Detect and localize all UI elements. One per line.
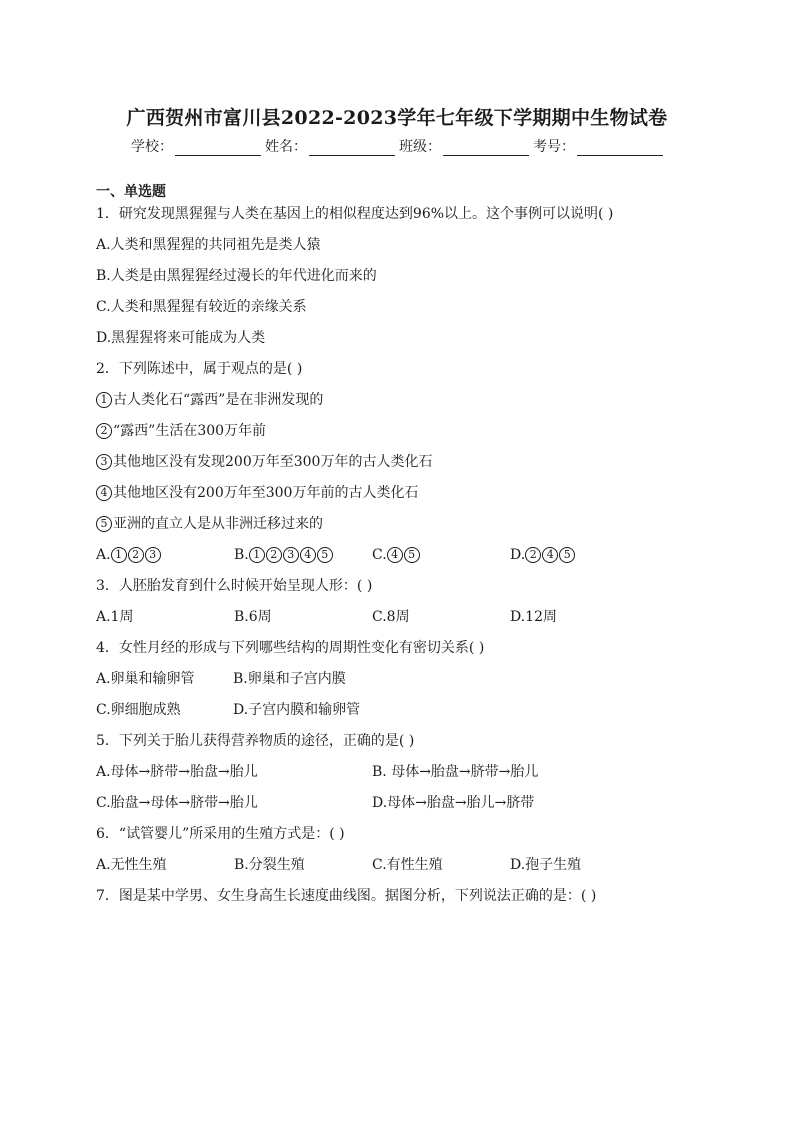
exam-number-field: 考号：: [533, 136, 663, 156]
question-6-stem: 6．“试管婴儿”所采用的生殖方式是：( ): [96, 826, 345, 842]
question-5-options-row-2: [96, 792, 706, 823]
school-field: 学校：: [131, 136, 261, 156]
question-6-option-d: D.孢子生殖: [510, 857, 582, 873]
student-info-row: [0, 136, 794, 156]
question-3-stem: 3．人胚胎发育到什么时候开始呈现人形：( ): [96, 578, 373, 594]
exam-number-blank[interactable]: [577, 141, 663, 156]
question-2-statement: 4 其他地区没有200万年至300万年前的古人类化石: [96, 482, 706, 513]
question-6-options: [96, 854, 706, 885]
question-1-option-c: C.人类和黑猩猩有较近的亲缘关系: [96, 299, 307, 315]
question-2-option-c: C. 4 5: [372, 544, 510, 575]
question-6-option-c: C.有性生殖: [372, 857, 443, 873]
question-2-statement: 5 亚洲的直立人是从非洲迁移过来的: [96, 513, 706, 544]
question-4-option-c: C.卵细胞成熟: [96, 702, 181, 718]
questions: [96, 203, 706, 916]
circled-number: 4: [96, 485, 112, 501]
question-4-options-row-2: [96, 699, 706, 730]
question-4-options-row-1: [96, 668, 706, 699]
circled-number: 3: [96, 454, 112, 470]
question-5-option-a: A.母体→脐带→胎盘→胎儿: [96, 764, 258, 780]
class-field: 班级：: [399, 136, 529, 156]
question-1-option-b: B.人类是由黑猩猩经过漫长的年代进化而来的: [96, 268, 377, 284]
question-5-option-c: C.胎盘→母体→脐带→胎儿: [96, 795, 258, 811]
circled-number: 1: [96, 392, 112, 408]
question-4-stem: 4．女性月经的形成与下列哪些结构的周期性变化有密切关系( ): [96, 640, 485, 656]
question-1-option-d: D.黑猩猩将来可能成为人类: [96, 330, 266, 346]
exam-title: 广西贺州市富川县2022-2023学年七年级下学期期中生物试卷: [126, 107, 668, 129]
question-5-options-row-1: [96, 761, 706, 792]
question-6-option-b: B.分裂生殖: [234, 857, 305, 873]
question-2-options: [96, 544, 706, 575]
question-3-options: [96, 606, 706, 637]
circled-number: 5: [96, 516, 112, 532]
question-2-option-d: D. 2 4 5: [510, 544, 648, 575]
school-blank[interactable]: [175, 141, 261, 156]
question-6-option-a: A.无性生殖: [96, 857, 167, 873]
class-blank[interactable]: [443, 141, 529, 156]
question-5-stem: 5．下列关于胎儿获得营养物质的途径，正确的是( ): [96, 733, 415, 749]
question-2-statement: 1 古人类化石“露西”是在非洲发现的: [96, 389, 706, 420]
circled-number: 2: [96, 423, 112, 439]
question-2-statement: 3 其他地区没有发现200万年至300万年的古人类化石: [96, 451, 706, 482]
question-2-statement: 2 “露西”生活在300万年前: [96, 420, 706, 451]
question-1-stem: 1．研究发现黑猩猩与人类在基因上的相似程度达到96%以上。这个事例可以说明( ): [96, 206, 614, 222]
section-title: 一、单选题: [96, 184, 166, 200]
question-2-option-b: B. 1 2 3 4 5: [234, 544, 372, 575]
question-3-option-a: A.1周: [96, 609, 134, 625]
question-3-option-b: B.6周: [234, 609, 272, 625]
question-7-stem: 7．图是某中学男、女生身高生长速度曲线图。据图分析，下列说法正确的是：( ): [96, 888, 597, 904]
question-2-option-a: A. 1 2 3: [96, 544, 234, 575]
question-2-stem: 2．下列陈述中，属于观点的是( ): [96, 361, 303, 377]
question-3-option-d: D.12周: [510, 609, 557, 625]
question-4-option-d: D.子宫内膜和输卵管: [233, 702, 361, 718]
question-1-option-a: A.人类和黑猩猩的共同祖先是类人猿: [96, 237, 321, 253]
question-5-option-d: D.母体→胎盘→胎儿→脐带: [372, 795, 535, 811]
name-field: 姓名：: [265, 136, 395, 156]
question-3-option-c: C.8周: [372, 609, 410, 625]
name-blank[interactable]: [309, 141, 395, 156]
question-4-option-b: B.卵巢和子宫内膜: [233, 671, 346, 687]
question-4-option-a: A.卵巢和输卵管: [96, 671, 195, 687]
question-5-option-b: B. 母体→胎盘→脐带→胎儿: [372, 764, 539, 780]
